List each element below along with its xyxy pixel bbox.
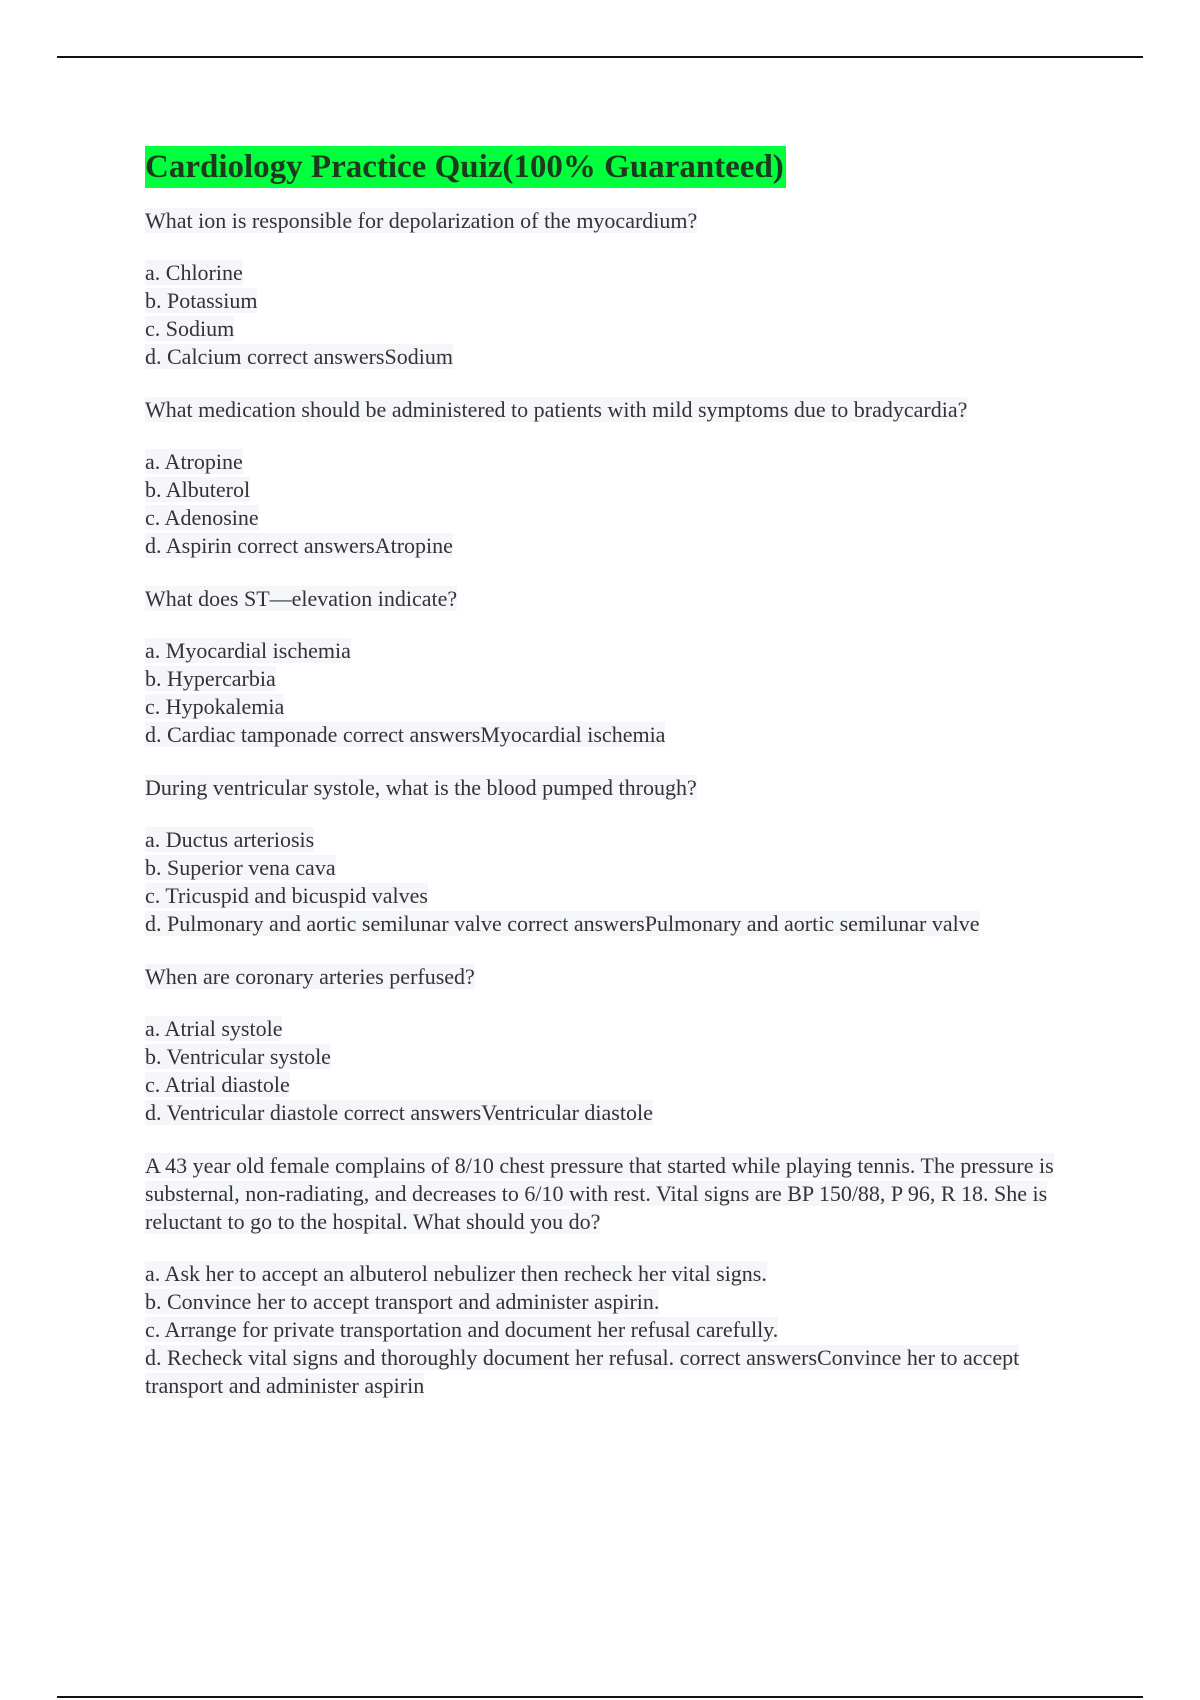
option-d [145, 343, 1085, 371]
question-text: During ventricular systole, what is the blood pumped through? [145, 775, 697, 800]
option-a [145, 1015, 1085, 1043]
option-b [145, 287, 1085, 315]
option-d [145, 1344, 1085, 1400]
option-b [145, 854, 1085, 882]
question-text: A 43 year old female complains of 8/10 chest pressure that started while playing tennis. The pressure is substernal, non-radiating, and decreases to 6/10 with rest. Vital signs are BP 150/88, P 96, R 18. She is reluctant to go to the hospital. What should you do? [145, 1153, 1054, 1234]
options-6 [145, 1260, 1085, 1400]
options-3 [145, 637, 1085, 749]
option-text: c. Adenosine [145, 505, 259, 530]
option-d [145, 721, 1085, 749]
option-text: a. Myocardial ischemia [145, 638, 351, 663]
question-5 [145, 963, 1085, 991]
option-text: a. Ask her to accept an albuterol nebulizer then recheck her vital signs. [145, 1261, 767, 1286]
option-text: c. Hypokalemia [145, 694, 285, 719]
option-text: d. Pulmonary and aortic semilunar valve correct answersPulmonary and aortic semilunar valve [145, 911, 980, 936]
bottom-rule [57, 1696, 1143, 1698]
option-a [145, 1260, 1085, 1288]
option-text: b. Convince her to accept transport and administer aspirin. [145, 1289, 660, 1314]
option-a [145, 259, 1085, 287]
option-text: d. Calcium correct answersSodium [145, 344, 453, 369]
option-c [145, 693, 1085, 721]
question-text: What ion is responsible for depolarization of the myocardium? [145, 208, 698, 233]
option-c [145, 315, 1085, 343]
option-text: b. Albuterol [145, 477, 251, 502]
option-text: b. Potassium [145, 288, 258, 313]
option-text: c. Sodium [145, 316, 235, 341]
option-text: b. Hypercarbia [145, 666, 276, 691]
question-4 [145, 774, 1085, 802]
option-b [145, 1288, 1085, 1316]
option-text: c. Tricuspid and bicuspid valves [145, 883, 428, 908]
option-text: a. Ductus arteriosis [145, 827, 315, 852]
option-d [145, 1099, 1085, 1127]
question-6 [145, 1152, 1085, 1236]
option-b [145, 1043, 1085, 1071]
options-4 [145, 826, 1085, 938]
options-5 [145, 1015, 1085, 1127]
question-text: What medication should be administered to patients with mild symptoms due to bradycardia? [145, 397, 968, 422]
option-c [145, 882, 1085, 910]
question-text: When are coronary arteries perfused? [145, 964, 475, 989]
option-text: b. Superior vena cava [145, 855, 336, 880]
option-c [145, 1316, 1085, 1344]
option-text: d. Aspirin correct answersAtropine [145, 533, 453, 558]
document-body [145, 146, 1085, 1425]
options-2 [145, 448, 1085, 560]
question-2 [145, 396, 1085, 424]
option-b [145, 476, 1085, 504]
document-title: Cardiology Practice Quiz(100% Guaranteed) [145, 146, 786, 188]
option-d [145, 910, 1085, 938]
option-text: d. Ventricular diastole correct answersVentricular diastole [145, 1100, 653, 1125]
option-c [145, 504, 1085, 532]
option-d [145, 532, 1085, 560]
option-text: d. Cardiac tamponade correct answersMyocardial ischemia [145, 722, 666, 747]
question-text: What does ST—elevation indicate? [145, 586, 458, 611]
option-text: a. Chlorine [145, 260, 243, 285]
option-text: d. Recheck vital signs and thoroughly document her refusal. correct answersConvince her to accept transport and administer aspirin [145, 1345, 1020, 1398]
option-text: b. Ventricular systole [145, 1044, 331, 1069]
option-c [145, 1071, 1085, 1099]
option-text: c. Atrial diastole [145, 1072, 290, 1097]
option-a [145, 448, 1085, 476]
option-text: c. Arrange for private transportation and document her refusal carefully. [145, 1317, 779, 1342]
option-a [145, 826, 1085, 854]
option-text: a. Atrial systole [145, 1016, 283, 1041]
option-a [145, 637, 1085, 665]
option-b [145, 665, 1085, 693]
question-3 [145, 585, 1085, 613]
top-rule [57, 56, 1143, 58]
question-1 [145, 207, 1085, 235]
options-1 [145, 259, 1085, 371]
option-text: a. Atropine [145, 449, 243, 474]
